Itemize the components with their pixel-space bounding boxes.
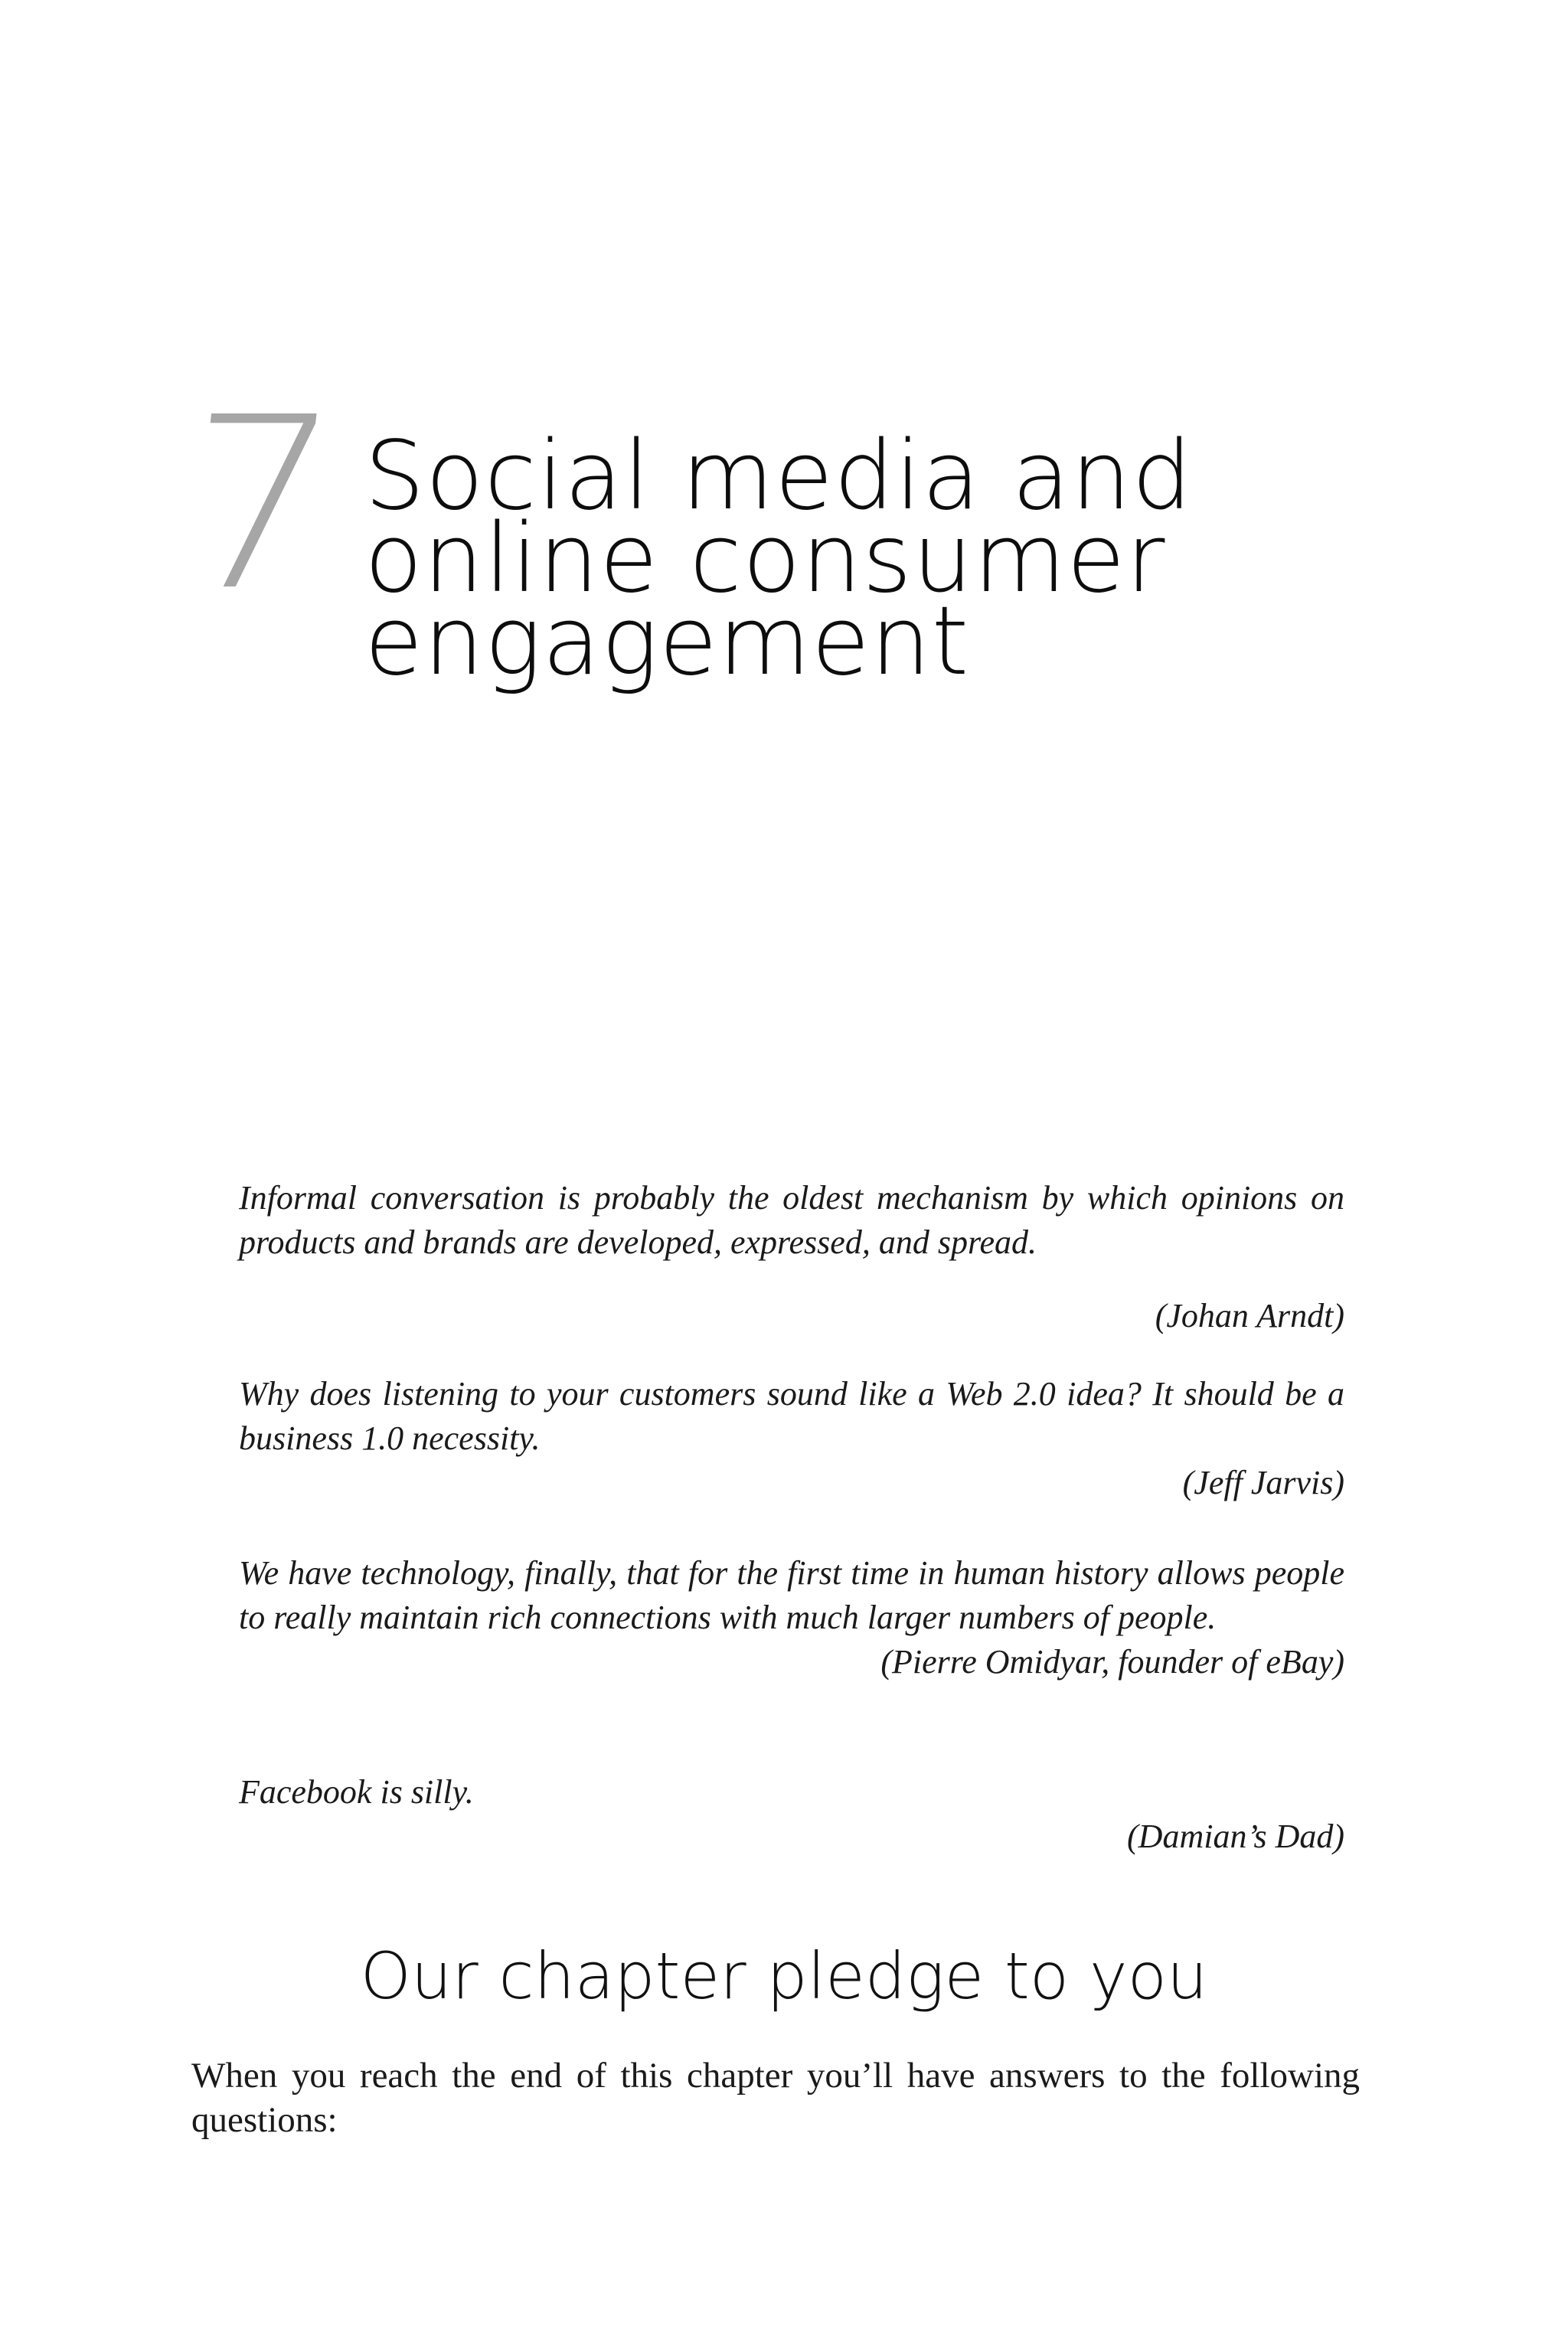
epigraph: [239, 1551, 1344, 1684]
chapter-title-line: engagement: [364, 586, 970, 697]
epigraph-text: We have technology, finally, that for the first time in human history allows people to really maintain rich connections with much larger numbers of people.: [239, 1554, 1344, 1636]
epigraph: [239, 1176, 1344, 1338]
epigraph: [239, 1372, 1344, 1505]
epigraph-attribution: (Pierre Omidyar, founder of eBay): [880, 1643, 1344, 1681]
chapter-title-line: Social media and: [364, 421, 1193, 531]
chapter-number: 7: [168, 367, 348, 643]
body-paragraph: When you reach the end of this chapter you’ll have answers to the following questions:: [191, 2056, 1360, 2140]
chapter-title-line: online consumer: [364, 504, 1166, 614]
epigraph: [239, 1770, 1344, 1859]
epigraph-text: Why does listening to your customers sound like a Web 2.0 idea? It should be a business 1.0 necessity.: [239, 1375, 1344, 1457]
chapter-title: [364, 421, 1452, 697]
epigraph-attribution: (Johan Arndt): [1155, 1297, 1344, 1334]
epigraph-text: Informal conversation is probably the oldest mechanism by which opinions on products and brands are developed, expressed, and spread.: [239, 1179, 1344, 1261]
section-heading: Our chapter pledge to you: [360, 1939, 1208, 2014]
epigraph-attribution: (Damian’s Dad): [1127, 1818, 1344, 1855]
epigraph-attribution: (Jeff Jarvis): [1182, 1464, 1344, 1501]
epigraph-text: Facebook is silly.: [239, 1773, 474, 1811]
